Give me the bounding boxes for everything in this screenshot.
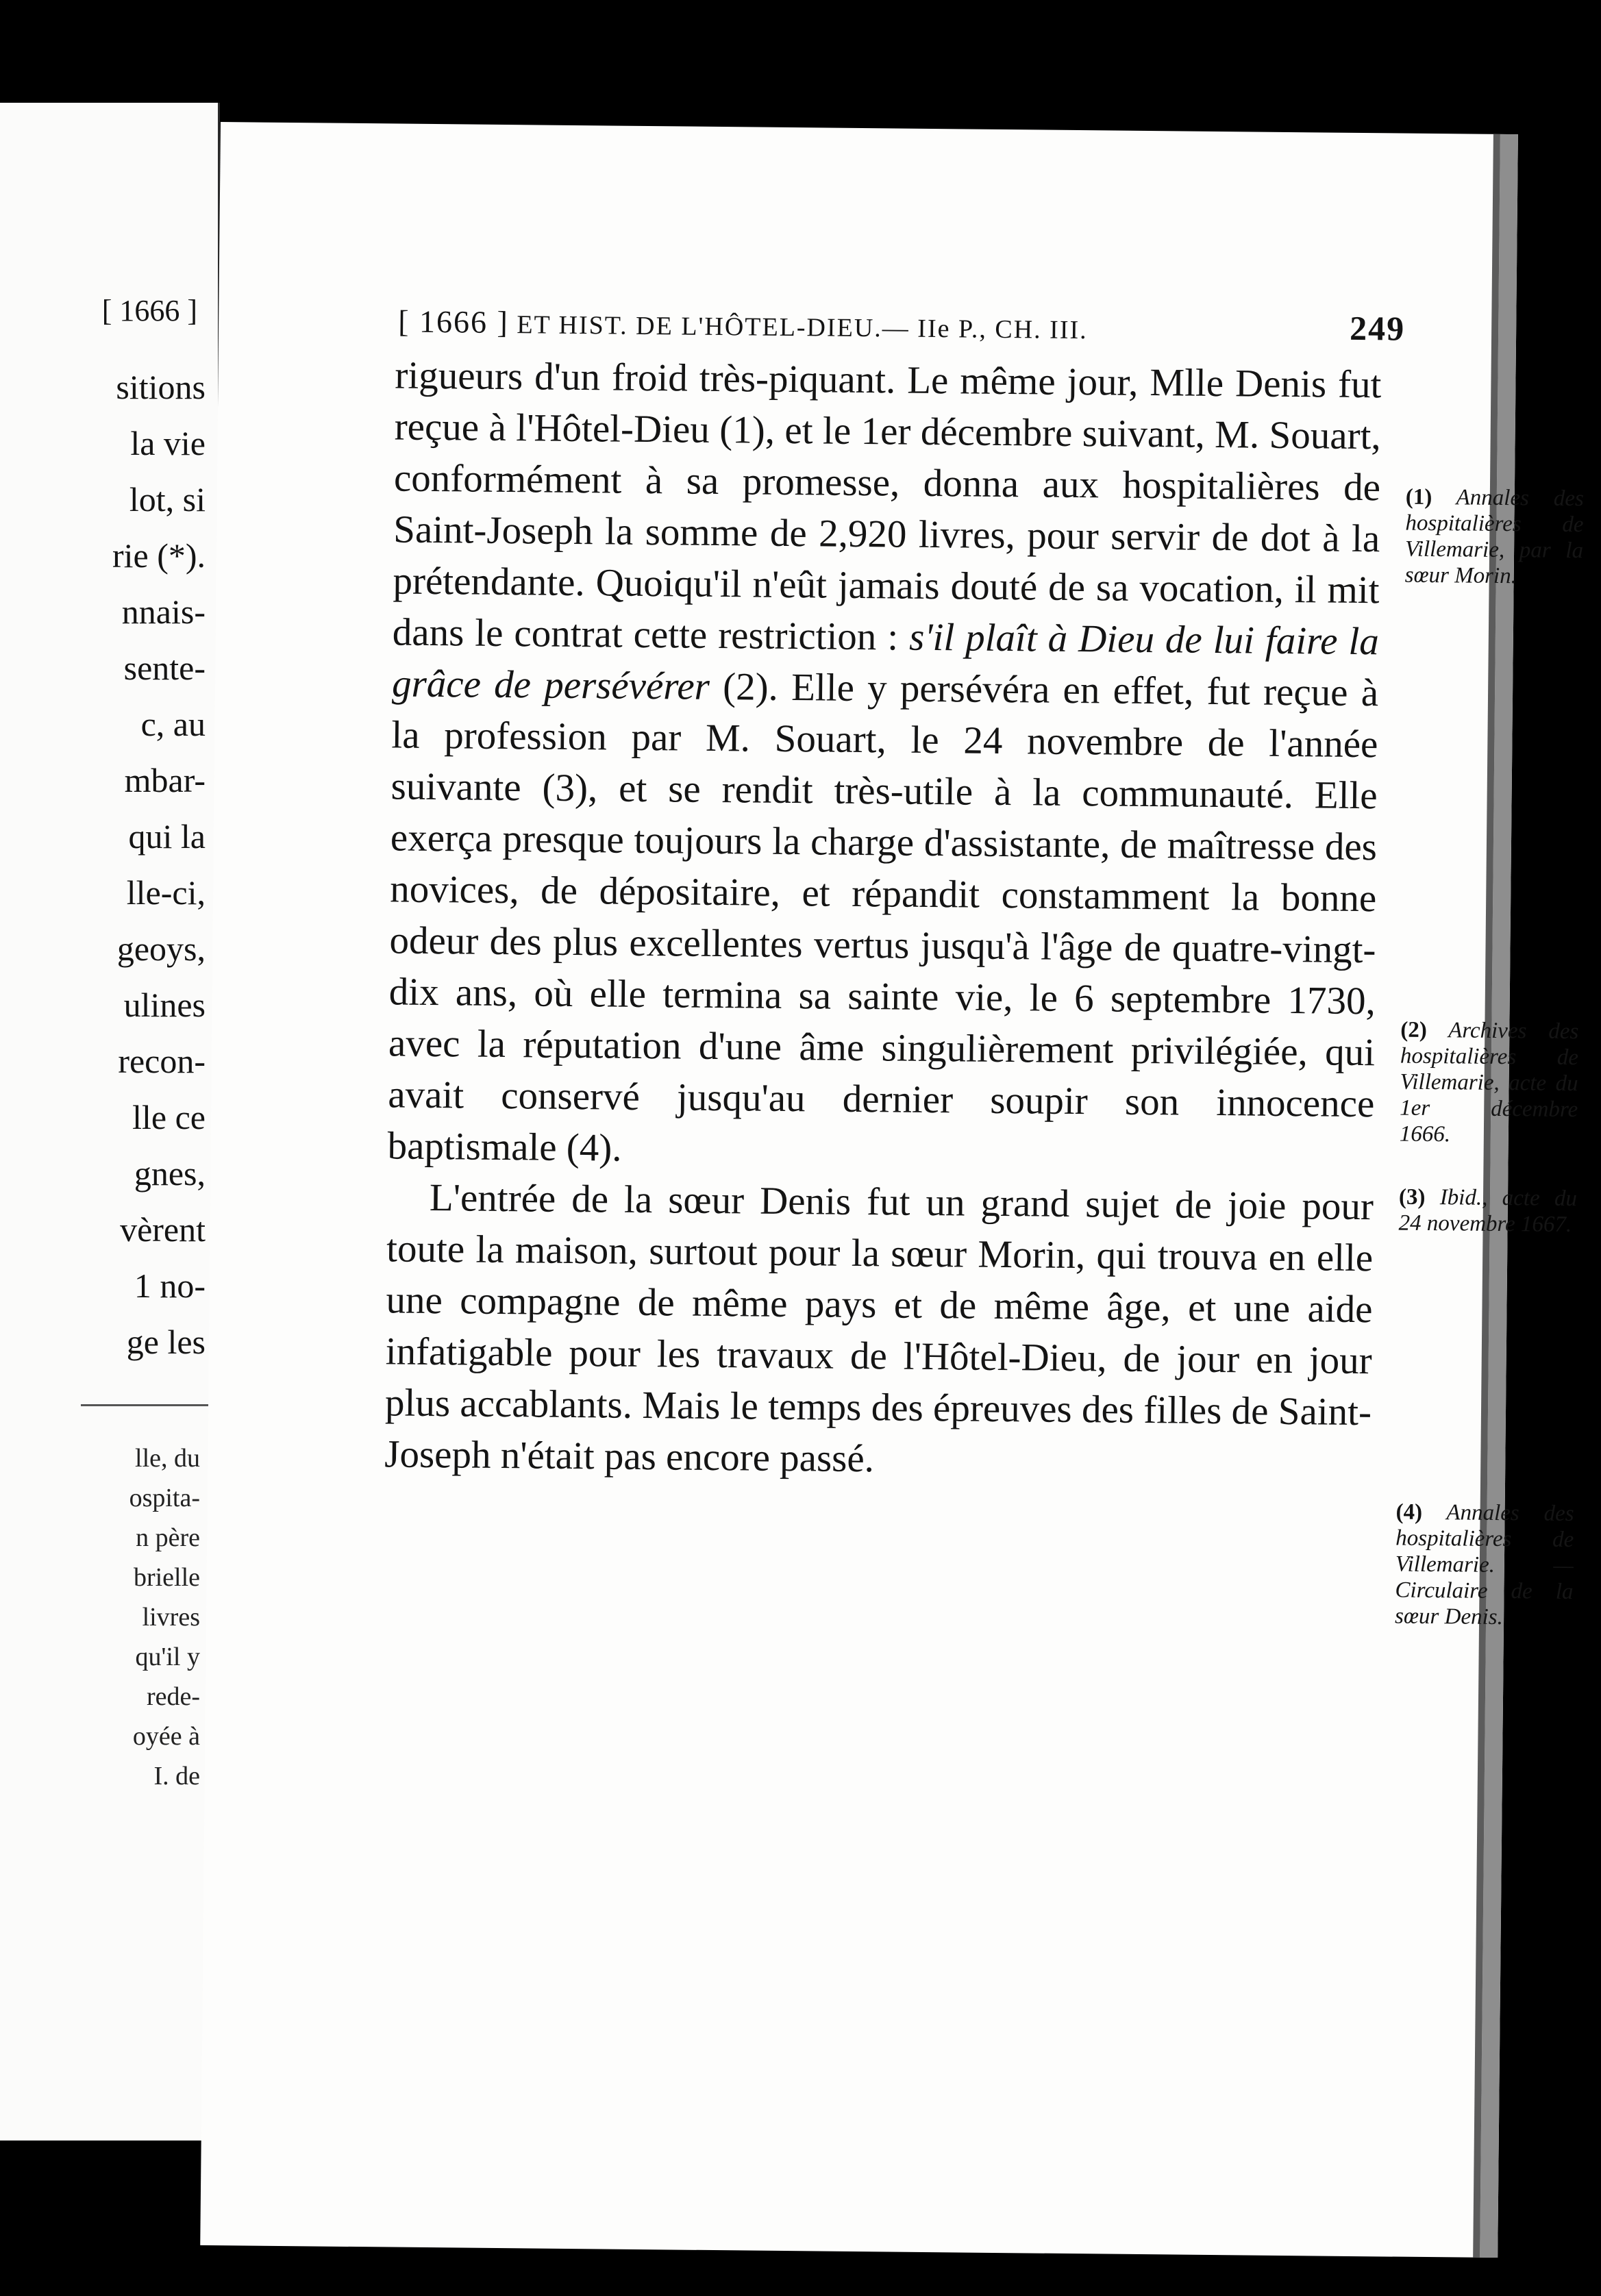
- left-line: 1 no-: [134, 1266, 206, 1305]
- left-line: lle-ci,: [126, 873, 206, 912]
- margin-notes: [1394, 134, 1601, 1630]
- left-line: recon-: [118, 1042, 206, 1080]
- left-note-line: brielle: [133, 1563, 200, 1592]
- body-text: [384, 349, 1382, 1489]
- quoted-italic: s'il plaît à Dieu de lui faire la grâce de persévérer: [391, 615, 1380, 708]
- note-number: (4): [1395, 1499, 1423, 1525]
- left-note-line: oyée à: [132, 1722, 200, 1751]
- page-number: 249: [1349, 308, 1406, 348]
- left-line: rie (*).: [112, 536, 206, 575]
- note-text: Annales des hospitalières de Villemarie. — Circulaire de la sœur Denis.: [1394, 1500, 1574, 1630]
- margin-note: [1395, 1499, 1574, 1631]
- left-note-line: lle, du: [135, 1444, 200, 1473]
- header-year: [ 1666 ]: [397, 303, 510, 340]
- note-number: (3): [1398, 1184, 1426, 1210]
- left-line: sente-: [123, 649, 206, 687]
- left-page: [0, 103, 220, 2141]
- left-note-line: livres: [142, 1603, 200, 1632]
- left-line: lle ce: [132, 1098, 206, 1136]
- left-line: nnais-: [121, 592, 206, 631]
- left-line: vèrent: [120, 1210, 206, 1249]
- right-page: [200, 122, 1584, 2258]
- left-line: la vie: [130, 424, 206, 462]
- left-line: mbar-: [124, 761, 206, 799]
- note-number: (2): [1400, 1017, 1428, 1043]
- left-page-header: [ 1666 ]: [101, 294, 197, 327]
- left-line: ulines: [123, 986, 206, 1024]
- note-text: Ibid., acte du 24 novembre 1667.: [1398, 1185, 1578, 1238]
- paragraph: L'entrée de la sœur Denis fut un grand sujet de joie pour toute la maison, surtout pour la sœur Morin, qui trouva en elle une compagne de même pays et de même âge, et une aide infatigable pour les travaux de l'Hôtel-Dieu, de jour en jour plus accablants. Mais le temps des épreuves des filles de Saint-Joseph n'était pas encore passé.: [384, 1176, 1374, 1481]
- left-line: lot, si: [129, 480, 206, 519]
- left-line: gnes,: [134, 1154, 206, 1193]
- note-text: Annales des hospitalières de Villemarie, par la sœur Morin.: [1404, 485, 1584, 589]
- footnote-rule: [81, 1404, 218, 1406]
- left-note-line: rede-: [146, 1682, 200, 1711]
- header-title: ET HIST. DE L'HÔTEL-DIEU.— IIe P., CH. III.: [517, 310, 1088, 345]
- left-note-line: n père: [136, 1523, 200, 1552]
- note-number: (1): [1405, 484, 1432, 510]
- paragraph-text: rigueurs d'un froid très-piquant. Le même jour, Mlle Denis fut reçue à l'Hôtel-Dieu (1), et le 1er décembre suivant, M. Souart, conformément à sa promesse, donna aux hospitalières de Saint-Joseph la somme de 2,920 livres, pour servir de dot à la prétendante. Quoiqu'il n'eût jamais douté de sa vocation, il mit dans le contrat cette restriction :: [392, 353, 1382, 659]
- left-line: c, au: [140, 705, 206, 743]
- note-text: Archives des hospitalières de Villemarie, acte du 1er décembre 1666.: [1399, 1018, 1579, 1147]
- left-note-line: qu'il y: [135, 1643, 200, 1671]
- left-line: geoys,: [116, 929, 206, 968]
- paragraph: [387, 349, 1381, 1181]
- left-note-line: I. de: [153, 1762, 200, 1790]
- margin-note: [1400, 1017, 1579, 1149]
- margin-note: [1405, 484, 1584, 590]
- margin-note: [1398, 1184, 1577, 1238]
- left-note-line: ospita-: [129, 1484, 200, 1512]
- left-line: sitions: [116, 368, 206, 406]
- left-line: qui la: [128, 817, 206, 856]
- left-line: ge les: [126, 1323, 206, 1361]
- paragraph-text: (2). Elle y persévéra en effet, fut reçue à la profession par M. Souart, le 24 novembre de l'année suivante (3), et se rendit très-utile à la communauté. Elle exerça presque toujours la charge d'assistante, de maîtresse des novices, de dépositaire, et répandit constamment la bonne odeur des plus excellentes vertus jusqu'à l'âge de quatre-vingt-dix ans, où elle termina sa sainte vie, le 6 septembre 1730, avec la réputation d'une âme singulièrement privilégiée, qui avait conservé jusqu'au dernier soupir son innocence baptismale (4).: [387, 664, 1379, 1170]
- running-header: [398, 303, 1405, 349]
